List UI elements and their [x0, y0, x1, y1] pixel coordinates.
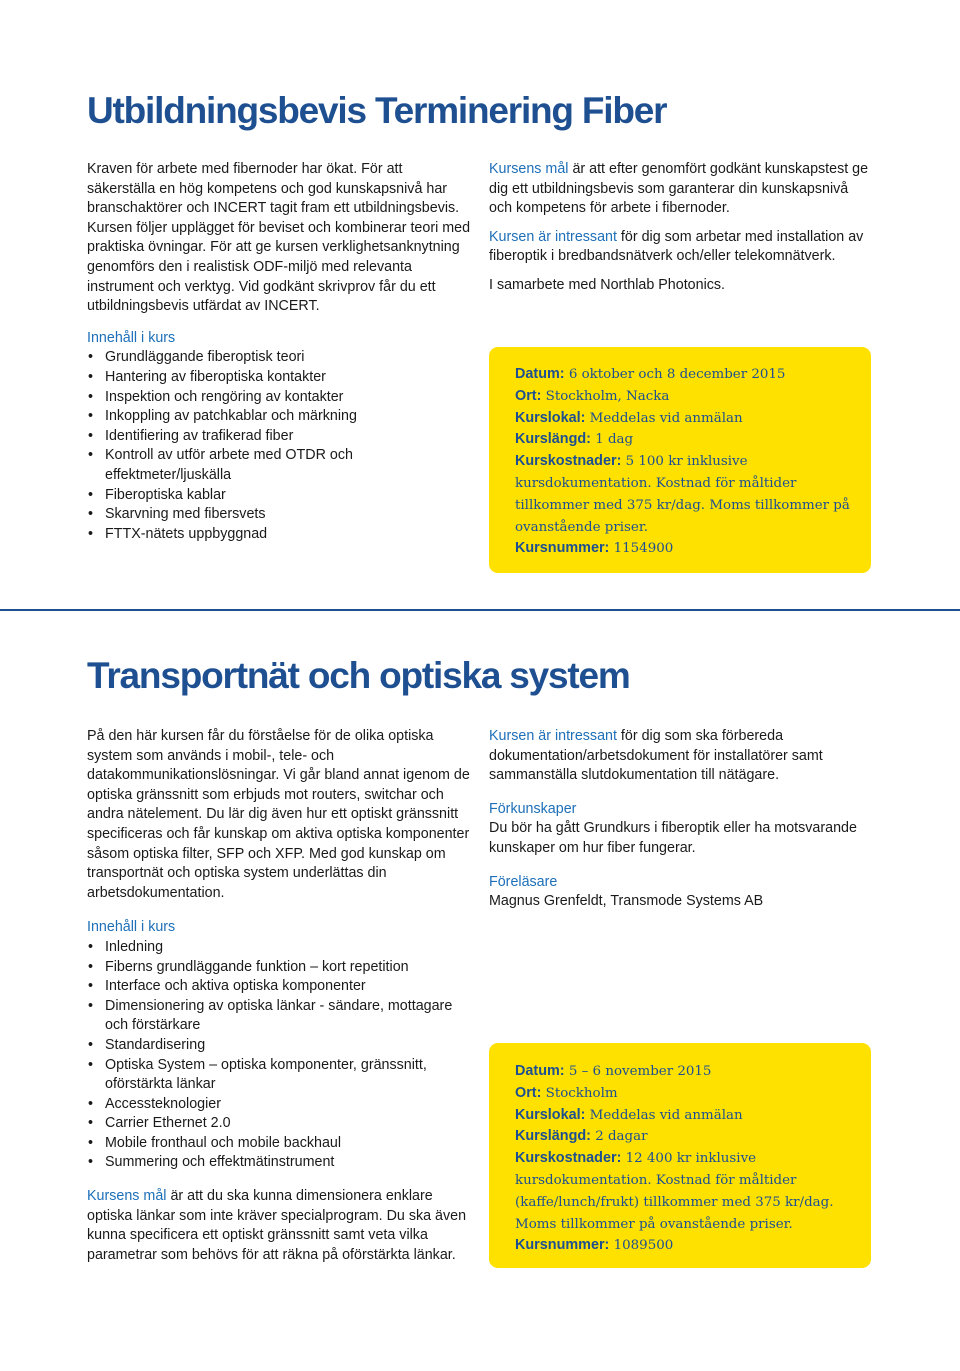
- section1-info-room: Kurslokal: Meddelas vid anmälan: [515, 409, 743, 426]
- section2-right-column: [489, 727, 875, 912]
- list-item: • Fiberoptiska kablar: [87, 486, 473, 506]
- section1-title: Utbildningsbevis Terminering Fiber: [87, 90, 667, 131]
- section2-prereq-text: Du bör ha gått Grundkurs i fiberoptik eller ha motsvarande kunskaper om hur fiber fungerar.: [489, 820, 857, 856]
- list-item: • Grundläggande fiberoptisk teori: [87, 348, 473, 368]
- section2-info-room: Kurslokal: Meddelas vid anmälan: [515, 1106, 743, 1123]
- section1-interest-text: för dig som arbetar med installation av fiberoptik i bredbandsnätverk och/eller telekomnätverk.: [489, 228, 864, 265]
- section2-info-box: [489, 1043, 871, 1268]
- section1-goal-label: Kursens mål: [489, 161, 569, 177]
- list-item: • Interface och aktiva optiska komponenter: [87, 977, 473, 997]
- section2-goal-text: är att du ska kunna dimensionera enklare optiska länkar som inte kräver specialprogram. Du ska även kunna specificera ett optiskt gränssnitt samt veta vilka parametrar som behövs för att räkna på oförstärkta länkar.: [87, 1188, 467, 1263]
- section2-left-column: [87, 727, 473, 1265]
- section2-info-place: Ort: Stockholm: [515, 1084, 618, 1101]
- section1-info-length: Kurslängd: 1 dag: [515, 431, 634, 448]
- section1-left-column: [87, 160, 473, 544]
- section1-info-box: [489, 347, 871, 573]
- section2-goal-label: Kursens mål: [87, 1188, 167, 1205]
- section2-interest-text: för dig som ska förbereda dokumentation/arbetsdokument för installatörer samt sammanställa slutdokumentation till nätägare.: [489, 728, 823, 784]
- section1-info-place: Ort: Stockholm, Nacka: [515, 387, 670, 404]
- section1-interest-label: Kursen är intressant: [489, 228, 617, 245]
- list-item: • FTTX-nätets uppbyggnad: [87, 525, 473, 545]
- list-item: • Hantering av fiberoptiska kontakter: [87, 368, 473, 388]
- section1-right-column: [489, 160, 875, 296]
- list-item: • Skarvning med fibersvets: [87, 505, 473, 525]
- list-item: • Fiberns grundläggande funktion – kort repetition: [87, 958, 473, 978]
- section2-prereq-heading: Förkunskaper: [489, 800, 577, 817]
- list-item: • Optiska System – optiska komponenter, gränssnitt, oförstärkta länkar: [87, 1056, 473, 1095]
- list-item: • Summering och effektmätinstrument: [87, 1153, 473, 1173]
- section2-content-list: [87, 938, 473, 1173]
- section2-info-number: Kursnummer: 1089500: [515, 1237, 674, 1254]
- section2-intro: På den här kursen får du förståelse för de olika optiska system som används i mobil-, tele- och datakommunikationslösningar. Vi går bland annat igenom de optiska gränssnitt som erbjuds mot routers, switchar och andra nätelement. Du lär dig även hur ett optiskt gränssnitt specificeras och får kunskap om aktiva optiska komponenter såsom optiska filter, SFP och XFP. Med god kunskap om transportnät och optiska system underlättas din arbetsdokumentation.: [87, 728, 470, 901]
- list-item: • Inledning: [87, 938, 473, 958]
- list-item: • Identifiering av trafikerad fiber: [87, 427, 473, 447]
- section2-info-length: Kurslängd: 2 dagar: [515, 1128, 648, 1145]
- section2-lecturer-heading: Föreläsare: [489, 873, 558, 890]
- section1-info-number: Kursnummer: 1154900: [515, 540, 674, 557]
- list-item: • Inkoppling av patchkablar och märkning: [87, 407, 473, 427]
- section1-interest: [489, 228, 875, 267]
- section2-interest-label: Kursen är intressant: [489, 728, 617, 744]
- list-item: • Carrier Ethernet 2.0: [87, 1114, 473, 1134]
- section2-lecturer-text: Magnus Grenfeldt, Transmode Systems AB: [489, 893, 764, 910]
- section2-content-heading: Innehåll i kurs: [87, 919, 176, 936]
- section1-content-list: [87, 348, 473, 544]
- list-item: • Accessteknologier: [87, 1095, 473, 1115]
- section-divider: [0, 609, 960, 611]
- section1-goal-text: är att efter genomfört godkänt kunskapstest ge dig ett utbildningsbevis som garanterar din kunskapsnivå och kompetens för arbete i fibernoder.: [489, 161, 869, 217]
- section1-partner: I samarbete med Northlab Photonics.: [489, 276, 726, 293]
- list-item: • Mobile fronthaul och mobile backhaul: [87, 1134, 473, 1154]
- list-item: • Dimensionering av optiska länkar - sändare, mottagare och förstärkare: [87, 997, 473, 1036]
- section1-info-date: Datum: 6 oktober och 8 december 2015: [515, 366, 786, 382]
- list-item: • Kontroll av utför arbete med OTDR och effektmeter/ljuskälla: [87, 446, 473, 485]
- section1-intro: Kraven för arbete med fibernoder har ökat. För att säkerställa en hög kompetens och god kunskapsnivå har branschaktörer och INCERT tagit fram ett utbildningsbevis. Kursen följer upplägget för beviset och kombinerar teori med praktiska övningar. För att ge kursen verklighetsanknytning genomförs den i realistisk ODF-miljö med relevanta instrument och verktyg. Vid godkänt skrivprov får du ett utbildningsbevis utfärdat av INCERT.: [87, 161, 471, 315]
- section1-content-heading: Innehåll i kurs: [87, 329, 176, 346]
- section2-goal: [87, 1187, 473, 1265]
- section2-interest: [489, 727, 875, 786]
- section2-title: Transportnät och optiska system: [87, 655, 630, 696]
- section2-info-date: Datum: 5 – 6 november 2015: [515, 1063, 712, 1079]
- section2-info-cost: Kurskostnader: 12 400 kr inklusive kursdokumentation. Kostnad för måltider (kaffe/lunch/frukt) tillkommer med 375 kr/dag. Moms tillkommer på ovanstående priser.: [515, 1150, 834, 1232]
- section1-info-cost: Kurskostnader: 5 100 kr inklusive kursdokumentation. Kostnad för måltider tillkommer med 375 kr/dag. Moms tillkommer på ovanstående priser.: [515, 453, 850, 535]
- list-item: • Inspektion och rengöring av kontakter: [87, 388, 473, 408]
- section1-goal: [489, 160, 875, 219]
- list-item: • Standardisering: [87, 1036, 473, 1056]
